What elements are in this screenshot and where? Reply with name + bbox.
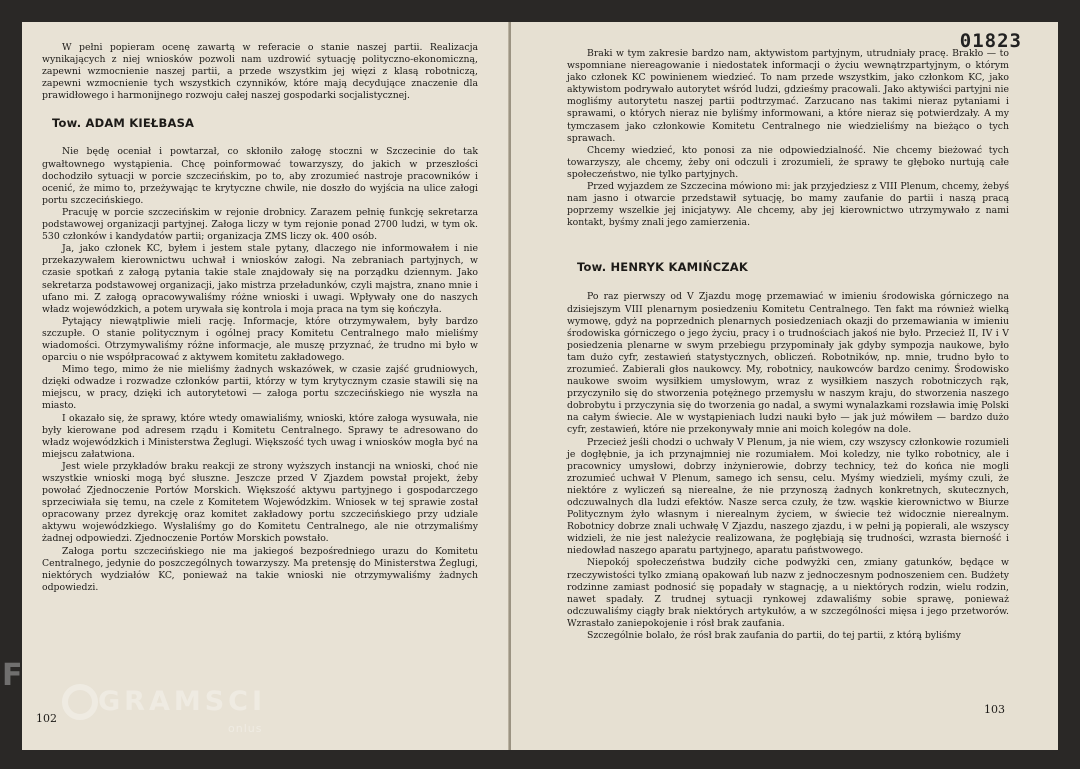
book-spread xyxy=(22,22,1058,750)
paragraph: Chcemy wiedzieć, kto ponosi za nie odpowiedzialność. Nie chcemy bieżować tych towarzyszy, ale chcemy, żeby oni odczuli i zrozumieli, że sprawy te głęboko nurtują całe społeczeństwo, nie tylko partyjnych. xyxy=(567,144,1009,180)
right-page-text xyxy=(567,48,1009,642)
right-page-number: 103 xyxy=(984,703,1005,716)
speaker-heading-kielbasa: Tow. ADAM KIEŁBASA xyxy=(52,116,195,131)
archive-number: 01823 xyxy=(959,30,1022,52)
left-page-text xyxy=(42,42,478,594)
watermark-prefix: F xyxy=(2,658,23,693)
right-page xyxy=(511,22,1058,750)
watermark-name: GRAMSCI xyxy=(98,686,267,717)
paragraph: Ja, jako członek KC, byłem i jestem stale pytany, dlaczego nie informowałem i nie przekazywałem kierownictwu uchwał i wniosków załogi. Na zebraniach partyjnych, w czasie spotkań z załogą pytania takie stale znajdowały się na porządku dziennym. Jako sekretarza podstawowej organizacji, jako mistrza przeładunków, czyli majstra, znano mnie i ufano mi. Z załogą opracowywaliśmy różne wnioski i uwagi. Wpływały one do naszych władz wojewódzkich, a potem urywała się kontrola i moja praca na tym się kończyła. xyxy=(42,243,478,315)
paragraph: Szczególnie bolało, że rósł brak zaufania do partii, do tej partii, z którą byliśmy xyxy=(587,630,961,642)
paragraph: Przecież jeśli chodzi o uchwały V Plenum, ja nie wiem, czy wszyscy członkowie rozumieli je dogłębnie, ja ich przynajmniej nie rozumiałem. Moi koledzy, nie tylko robotnicy, ale i pracownicy umysłowi, dobrzy inżynierowie, dobrzy technicy, też do końca nie mogli zrozumieć uchwał V Plenum, samego ich sensu, celu. Myśmy wiedzieli, myśmy czuli, że niektóre z wyliczeń są nierealne, że nie przynoszą żadnych konkretnych, skutecznych, odczuwalnych dla ludzi efektów. Nasze serca czuły, że tzw. wąskie kierownictwo w Biurze Politycznym żyło własnym i nierealnym życiem, w świecie też widocznie nierealnym. Robotnicy dobrze znali uchwałę V Zjazdu, naszego zjazdu, i w pełni ją popierali, ale wszyscy widzieli, że nie jest należycie realizowana, że pogłębiają się trudności, wzrasta bierność i niedowład naszego aparatu partyjnego, aparatu państwowego. xyxy=(567,436,1009,557)
watermark-logo-icon xyxy=(60,682,100,722)
paragraph: Braki w tym zakresie bardzo nam, aktywistom partyjnym, utrudniały pracę. Brakło — to wspomniane niereagowanie i niedostatek informacji o życiu wewnątrzpartyjnym, o którym jako członek KC powinienem wiedzieć. To nam przede wszystkim, jako członkom KC, jako aktywistom podrywało autorytet wśród ludzi, gdzieśmy pracowali. Jako aktywiści partyjni nie mogliśmy autorytetu naszej partii podtrzymać. Zarzucano nas takimi nieraz pytaniami i sprawami, o których nieraz nie byliśmy informowani, a które nieraz się potwierdzały. A my tymczasem jako członkowie Komitetu Centralnego nie wiedzieliśmy na bieżąco o tych sprawach. xyxy=(567,48,1009,144)
left-page-number: 102 xyxy=(36,712,57,725)
paragraph: Załoga portu szczecińskiego nie ma jakiegoś bezpośredniego urazu do Komitetu Centralnego, jedynie do poszczególnych towarzyszy. Ma pretensję do Ministerstwa Żeglugi, niektórych wydziałów KC, ponieważ na takie wnioski nie otrzymywaliśmy żadnych odpowiedzi. xyxy=(42,545,478,593)
watermark-subtitle: onlus xyxy=(228,722,263,735)
speaker-heading-kaminczak: Tow. HENRYK KAMIŃCZAK xyxy=(577,260,749,275)
paragraph: Mimo tego, mimo że nie mieliśmy żadnych wskazówek, w czasie zajść grudniowych, dzięki odwadze i rozwadze członków partii, którzy w tym krytycznym czasie stawili się na miejscu, w pracy, dzięki ich autorytetowi — załoga portu szczecińskiego nie wyszła na miasto. xyxy=(42,364,478,412)
paragraph: Przed wyjazdem ze Szczecina mówiono mi: jak przyjedziesz z VIII Plenum, chcemy, żebyś nam jasno i otwarcie przedstawił sytuację, bo mamy zaufanie do partii i naszą pracą poprzemy wszelkie jej inicjatywy. Ale chcemy, aby jej kierownictwo utrzymywało z nami kontakt, byśmy znali jego zamierzenia. xyxy=(567,181,1009,229)
paragraph: Nie będę oceniał i powtarzał, co skłoniło załogę stoczni w Szczecinie do tak gwałtownego wystąpienia. Chcę poinformować towarzyszy, do jakich w przeszłości dochodziło sytuacji w porcie szczecińskim, po to, aby zrozumieć nastroje pracowników i ocenić, że mimo to, przeżywając te krytyczne chwile, nie doszło do wyjścia na ulice załogi portu szczecińskiego. xyxy=(42,146,478,206)
left-page xyxy=(22,22,509,750)
paragraph: I okazało się, że sprawy, które wtedy omawialiśmy, wnioski, które załoga wysuwała, nie były kierowane pod adresem rządu i Komitetu Centralnego. Sprawy te adresowano do władz wojewódzkich i Ministerstwa Żeglugi. Większość tych uwag i wniosków mogła być na miejscu załatwiona. xyxy=(42,412,478,460)
paragraph: Pracuję w porcie szczecińskim w rejonie drobnicy. Zarazem pełnię funkcję sekretarza podstawowej organizacji partyjnej. Załoga liczy w tym rejonie ponad 2700 ludzi, w tym ok. 530 członków i kandydatów partii; organizacja ZMS liczy ok. 400 osób. xyxy=(42,206,478,243)
intro-paragraph: W pełni popieram ocenę zawartą w referacie o stanie naszej partii. Realizacja wynikających z niej wniosków pozwoli nam uzdrowić sytuację polityczno-ekonomiczną, zapewni wzmocnienie naszej partii, a przede wszystkim jej więzi z klasą robotniczą, zapewni wzmocnienie tych wszystkich czynników, które mają decydujące znaczenie dla prawidłowego i harmonijnego rozwoju całej naszej gospodarki socjalistycznej. xyxy=(42,42,478,102)
paragraph: Po raz pierwszy od V Zjazdu mogę przemawiać w imieniu środowiska górniczego na dzisiejszym VIII plenarnym posiedzeniu Komitetu Centralnego. Ten fakt ma również wielką wymowę, gdyż na poprzednich plenarnych posiedzeniach okazji do przemawiania w imieniu środowiska górniczego o jego życiu, pracy i o trudnościach jakoś nie było. Przecież II, IV i V posiedzenia plenarne w swym przebiegu przypominały jak gdyby sympozja naukowe, było tam dużo cyfr, zestawień statystycznych, obliczeń. Robotników, np. mnie, trudno było to zrozumieć. Zabierali głos naukowcy. My, robotnicy, naukowców bardzo cenimy. Środowisko naukowe swoim wysiłkiem umysłowym, wraz z wysiłkiem naszych robotniczych rąk, przyczyniło się do stworzenia potężnego przemysłu w naszym kraju, do stworzenia naszego dobrobytu i przyczynia się do tworzenia go nadal, a swymi wynalazkami rozsławia imię Polski na całym świecie. Ale w wystąpieniach ludzi nauki było — jak już mówiłem — bardzo dużo cyfr, zestawień, które nie przekonywały mnie ani moich kolegów na dole. xyxy=(567,291,1009,436)
paragraph: Jest wiele przykładów braku reakcji ze strony wyższych instancji na wnioski, choć nie wszystkie wnioski mogą być słuszne. Jeszcze przed V Zjazdem powstał projekt, żeby powołać Zjednoczenie Portów Morskich. Większość aktywu partyjnego i gospodarczego sprzeciwiała się temu, na czele z Komitetem Wojewódzkim. Wniosek w tej sprawie został opracowany przez dyrekcję oraz komitet zakładowy portu szczecińskiego przy udziale aktywu wojewódzkiego. Wysłaliśmy go do Komitetu Centralnego, ale nie otrzymaliśmy żadnej odpowiedzi. Zjednoczenie Portów Morskich powstało. xyxy=(42,460,478,545)
paragraph: Niepokój społeczeństwa budziły ciche podwyżki cen, zmiany gatunków, będące w rzeczywistości tylko zmianą opakowań lub nazw z jednoczesnym podnoszeniem cen. Budżety rodzinne zamiast podnosić się popadały w stagnację, a u niektórych rodzin, wielu rodzin, nawet spadały. Z trudnej sytuacji rynkowej zdawaliśmy sobie sprawę, ponieważ odczuwaliśmy ciągły brak niektórych artykułów, a w szczególności mięsa i jego przetworów. Wzrastało zaniepokojenie i rósł brak zaufania. xyxy=(567,557,1009,629)
paragraph: Pytający niewątpliwie mieli rację. Informacje, które otrzymywałem, były bardzo szczupłe. O stanie politycznym i ogólnej pracy Komitetu Centralnego mało mieliśmy wiadomości. Otrzymywaliśmy różne informacje, ale muszę przyznać, że trudno mi było w oparciu o nie współpracować z aktywem komitetu zakładowego. xyxy=(42,315,478,364)
